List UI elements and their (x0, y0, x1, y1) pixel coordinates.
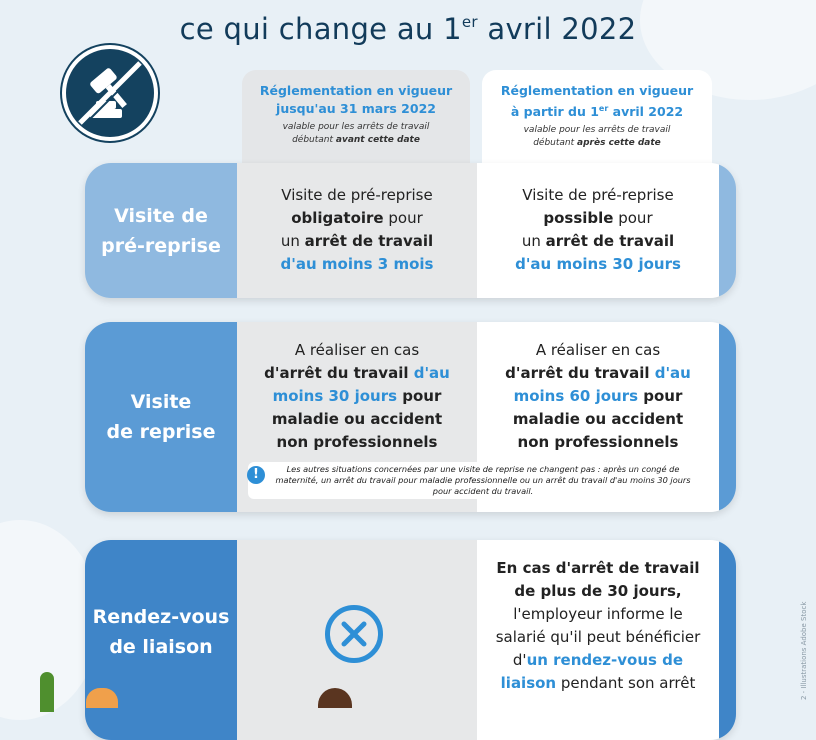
column-header-old-title: Réglementation en vigueur jusqu'au 31 mars 2022 (259, 83, 453, 116)
column-header-old (242, 70, 470, 170)
orange-shape (86, 688, 118, 708)
new-rule-cell: Visite de pré-reprise possible pour un arrêt de travail d'au moins 30 jours (477, 163, 719, 298)
page-title: ce qui change au 1er avril 2022 (179, 12, 637, 46)
column-header-old-subtitle: valable pour les arrêts de travail débutant avant cette date (282, 122, 430, 145)
info-note: Les autres situations concernées par une visite de reprise ne changent pas : après un congé de maternité, un arrêt du travail pour maladie professionnelle ou un arrêt du travail d'au moins 30 jours pour accident du travail. (248, 462, 702, 499)
cross-circle-icon (325, 605, 383, 663)
row-label: Rendez-vous de liaison (85, 540, 237, 740)
row-liaison (85, 540, 736, 740)
gavel-icon (66, 49, 154, 137)
new-rule-cell: En cas d'arrêt de travail de plus de 30 jours, l'employeur informe le salarié qu'il peut bénéficier d'un rendez-vous de liaison pendant son arrêt (477, 540, 719, 740)
row-edge (719, 540, 736, 740)
logo-badge (62, 45, 158, 141)
old-rule-cell: A réaliser en cas d'arrêt du travail d'au moins 30 jours pour maladie ou accident non professionnels (237, 322, 477, 512)
row-edge (719, 322, 736, 512)
image-credit: 2 - Illustrations Adobe Stock (800, 601, 808, 700)
column-header-new-title: Réglementation en vigueur à partir du 1er avril 2022 (500, 83, 694, 119)
plant-illustration (40, 672, 54, 712)
column-header-new (482, 70, 712, 170)
column-header-new-subtitle: valable pour les arrêts de travail débutant après cette date (523, 125, 671, 148)
row-pre-reprise (85, 163, 736, 298)
old-rule-cell: Visite de pré-reprise obligatoire pour un arrêt de travail d'au moins 3 mois (237, 163, 477, 298)
row-label: Visite de reprise (85, 322, 237, 512)
info-icon: ! (247, 466, 265, 484)
row-label: Visite de pré-reprise (85, 163, 237, 298)
row-edge (719, 163, 736, 298)
new-rule-cell: A réaliser en cas d'arrêt du travail d'au moins 60 jours pour maladie ou accident non professionnels (477, 322, 719, 512)
